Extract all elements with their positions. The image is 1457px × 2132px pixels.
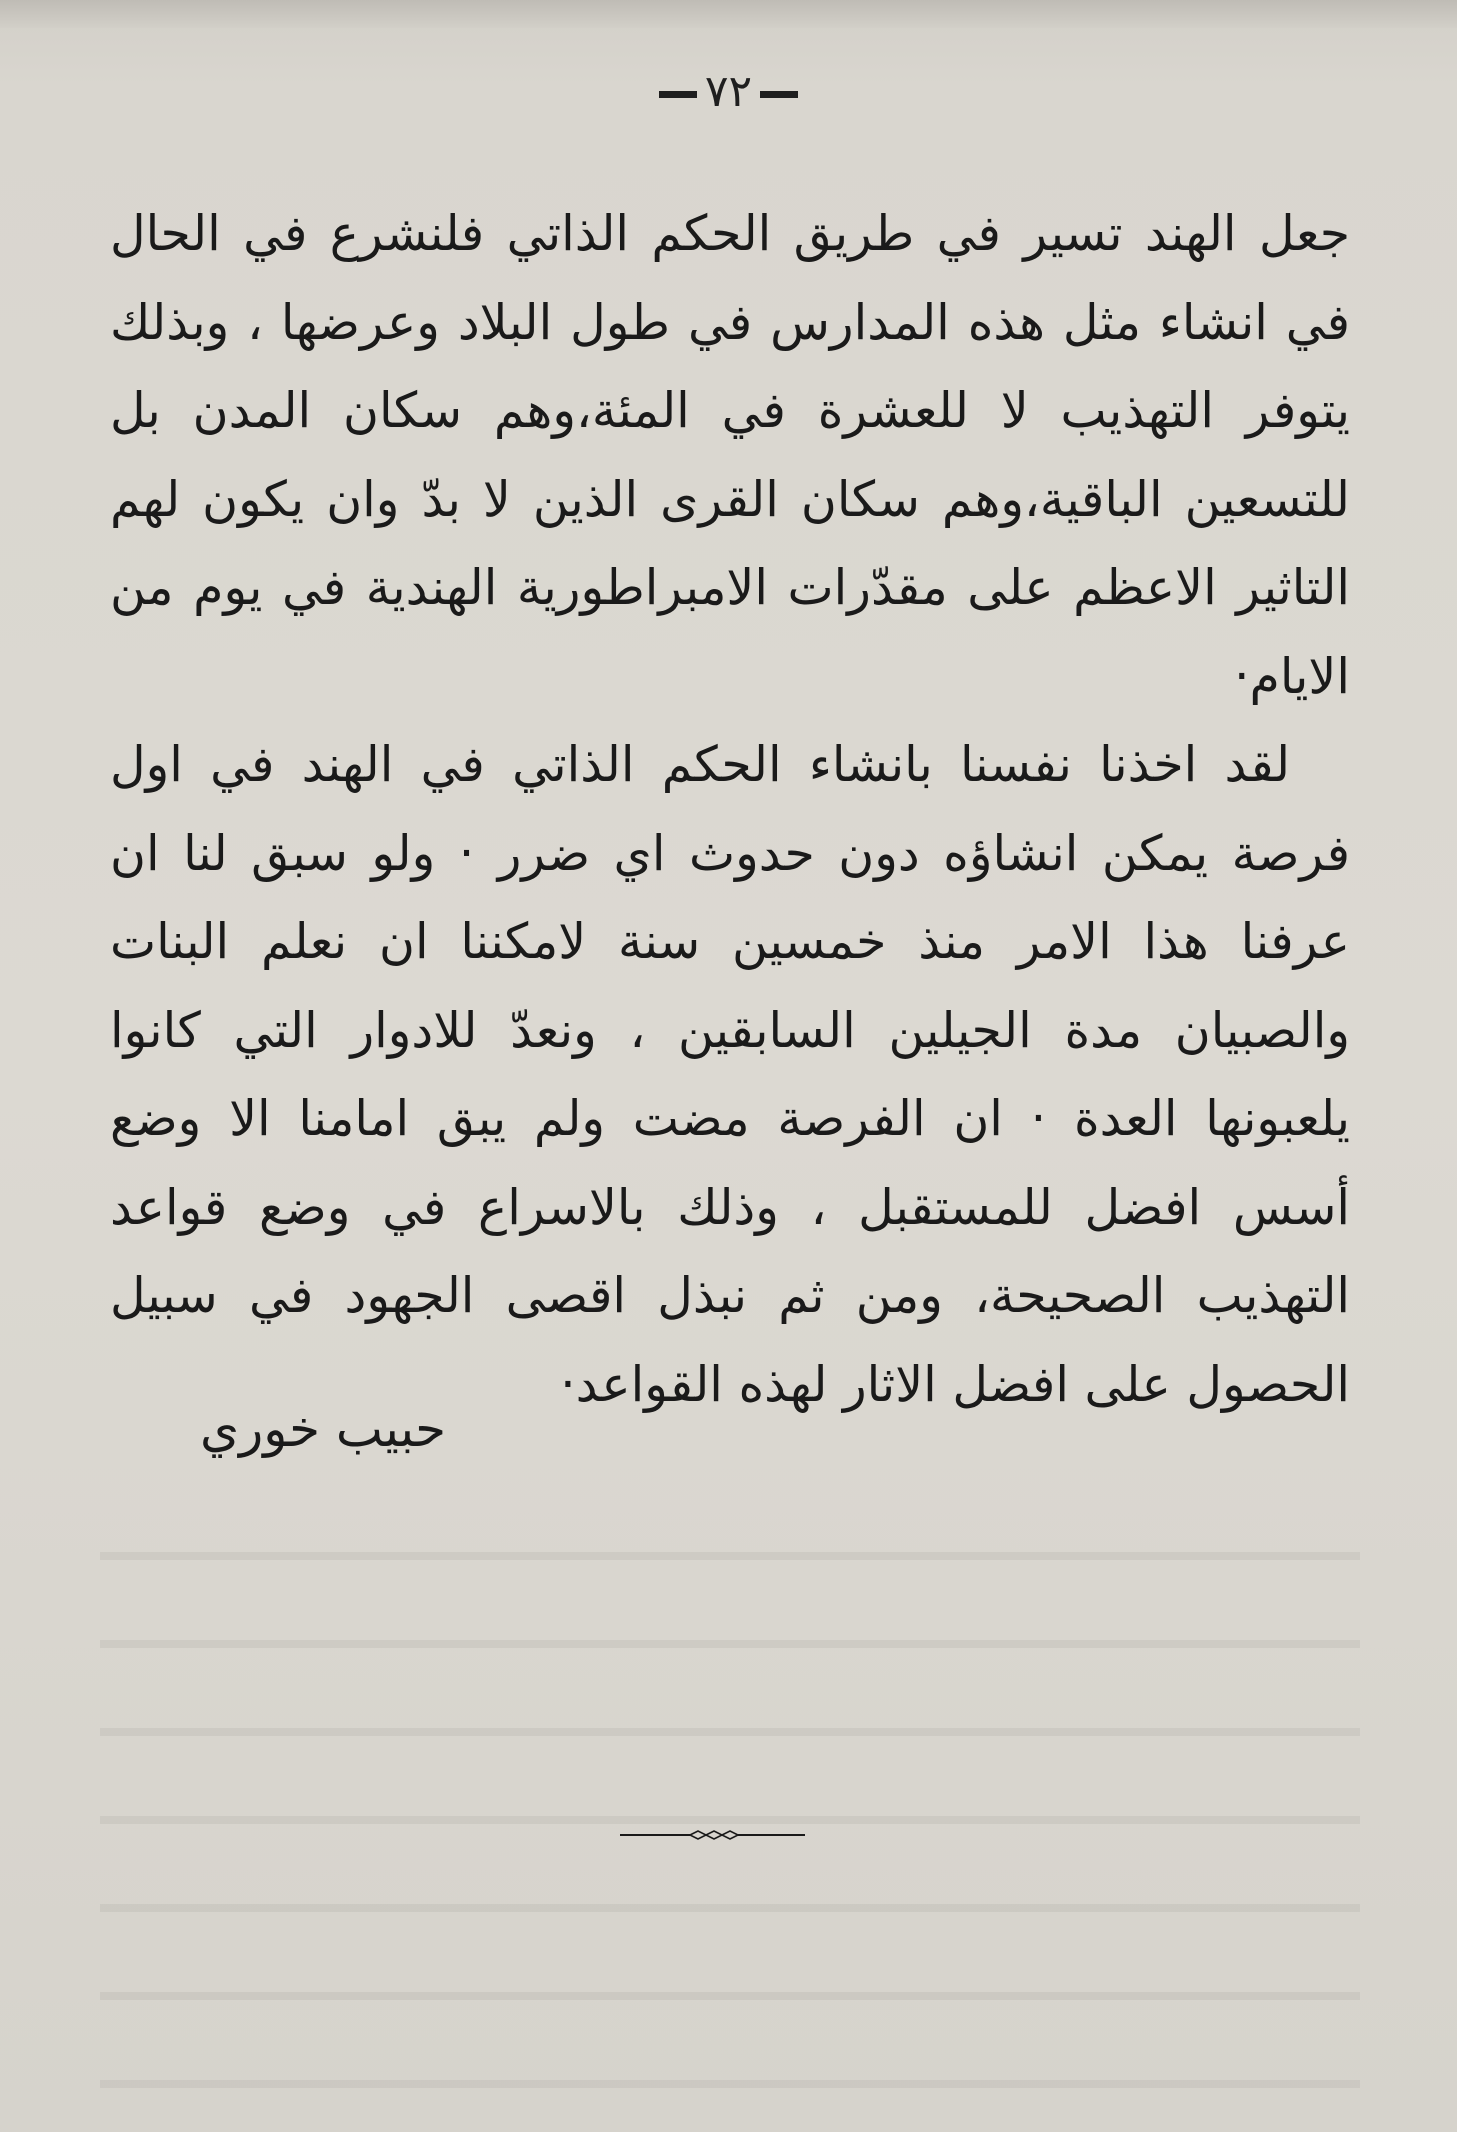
page-number-text: ٧٢: [704, 66, 753, 117]
author-signature: حبيب خوري: [200, 1400, 447, 1458]
paragraph-2: لقد اخذنا نفسنا بانشاء الحكم الذاتي في الهند في اول فرصة يمكن انشاؤه دون حدوث اي ضرر · ولو سبق لنا ان عرفنا هذا الامر منذ خمسين سنة لامكننا ان نعلم البنات والصبيان مدة الجيلين السابقين ، ونعدّ للادوار التي كانوا يلعبونها العدة · ان الفرصة مضت ولم يبق امامنا الا وضع أسس افضل للمستقبل ، وذلك بالاسراع في وضع قواعد التهذيب الصحيحة، ومن ثم نبذل اقصى الجهود في سبيل الحصول على افضل الاثار لهذه القواعد·: [110, 736, 1350, 1413]
reverse-side-bleed-through: [100, 1500, 1360, 2120]
left-dash: [760, 91, 798, 98]
paragraph-1: جعل الهند تسير في طريق الحكم الذاتي فلنشرع في الحال في انشاء مثل هذه المدارس في طول البلاد وعرضها ، وبذلك يتوفر التهذيب لا للعشرة في المئة،وهم سكان المدن بل للتسعين الباقية،وهم سكان القرى الذين لا بدّ وان يكون لهم التاثير الاعظم على مقدّرات الامبراطورية الهندية في يوم من الايام·: [110, 205, 1350, 705]
page-top-edge: [0, 0, 1457, 28]
body-text: [110, 190, 1350, 1429]
right-dash: [659, 91, 697, 98]
page-number: [0, 66, 1457, 117]
